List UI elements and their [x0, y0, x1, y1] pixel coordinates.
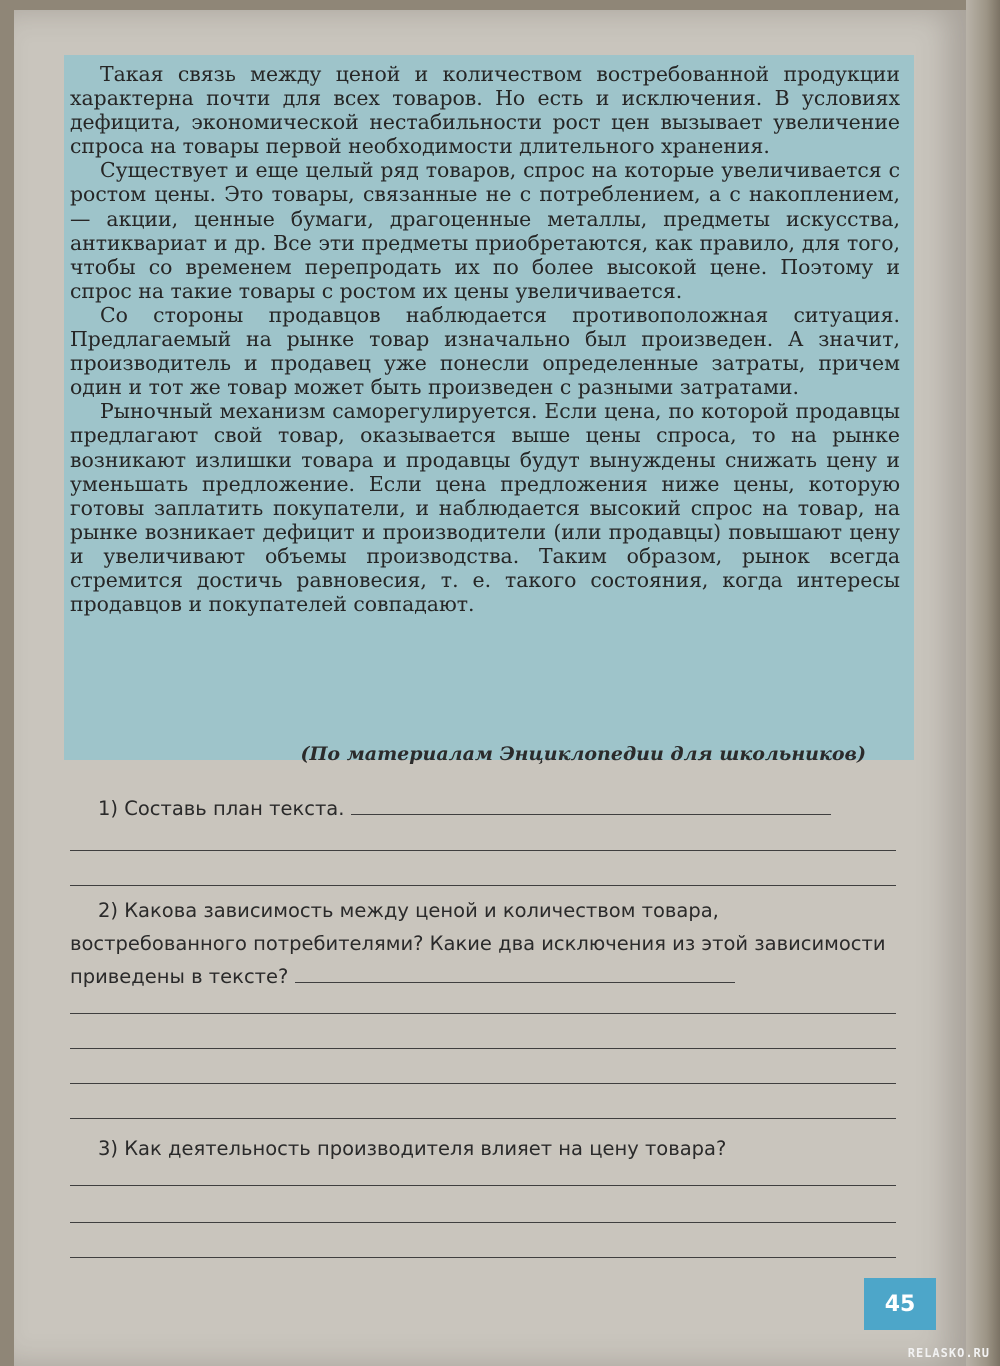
question-3-text: 3) Как деятельность производителя влияет на цену товара?: [98, 1137, 727, 1160]
answer-line[interactable]: [70, 1257, 896, 1258]
question-3: [70, 1132, 896, 1165]
answer-line[interactable]: [70, 1118, 896, 1119]
source-citation: (По материалам Энциклопедии для школьников): [300, 743, 866, 765]
textbook-page: [14, 10, 966, 1366]
paragraph: Рыночный механизм саморегулируется. Если цена, по которой продавцы предлагают свой товар, оказывается выше цены спроса, то на рынке возникают излишки товара и продавцы будут вынуждены снижать цену и уменьшать предложение. Если цена предложения ниже цены, которую готовы заплатить покупатели, и наблюдается высокий спрос на товар, на рынке возникает дефицит и производители (или продавцы) повышают цену и увеличивают объемы производства. Таким образом, рынок всегда стремится достичь равновесия, т. е. такого состояния, когда интересы продавцов и покупателей совпадают.: [70, 399, 900, 617]
answer-line[interactable]: [70, 885, 896, 886]
answer-line[interactable]: [70, 1048, 896, 1049]
answer-line[interactable]: [70, 1185, 896, 1186]
question-1: [70, 792, 896, 825]
watermark: RELASKO.RU: [907, 1346, 990, 1360]
page-number: 45: [864, 1278, 936, 1330]
paragraph: Существует и еще целый ряд товаров, спрос на которые увеличивается с ростом цены. Это товары, связанные не с потреблением, а с накоплением, — акции, ценные бумаги, драгоценные металлы, предметы искусства, антиквариат и др. Все эти предметы приобретаются, как правило, для того, чтобы со временем перепродать их по более высокой цене. Поэтому и спрос на такие товары с ростом их цены увеличивается.: [70, 158, 900, 303]
answer-line[interactable]: [295, 968, 735, 983]
answer-line[interactable]: [70, 850, 896, 851]
question-1-text: 1) Составь план текста.: [98, 797, 345, 820]
answer-line[interactable]: [70, 1083, 896, 1084]
paragraph: Со стороны продавцов наблюдается противоположная ситуация. Предлагаемый на рынке товар изначально был произведен. А значит, производитель и продавец уже понесли определенные затраты, причем один и тот же товар может быть произведен с разными затратами.: [70, 302, 900, 400]
page-edge-shadow: [966, 0, 1000, 1366]
answer-line[interactable]: [351, 800, 831, 815]
answer-line[interactable]: [70, 1222, 896, 1223]
paragraph: Такая связь между ценой и количеством востребованной продукции характерна почти для всех товаров. Но есть и исключения. В условиях дефицита, экономической нестабильности рост цен вызывает увеличение спроса на товары первой необходимости длительного хранения.: [70, 62, 900, 159]
answer-line[interactable]: [70, 1013, 896, 1014]
question-2-text: 2) Какова зависимость между ценой и количеством товара, востребованного потребителями? Какие два исключения из этой зависимости приведены в тексте?: [70, 899, 886, 988]
reading-text: [70, 62, 900, 616]
question-2: [70, 894, 896, 993]
